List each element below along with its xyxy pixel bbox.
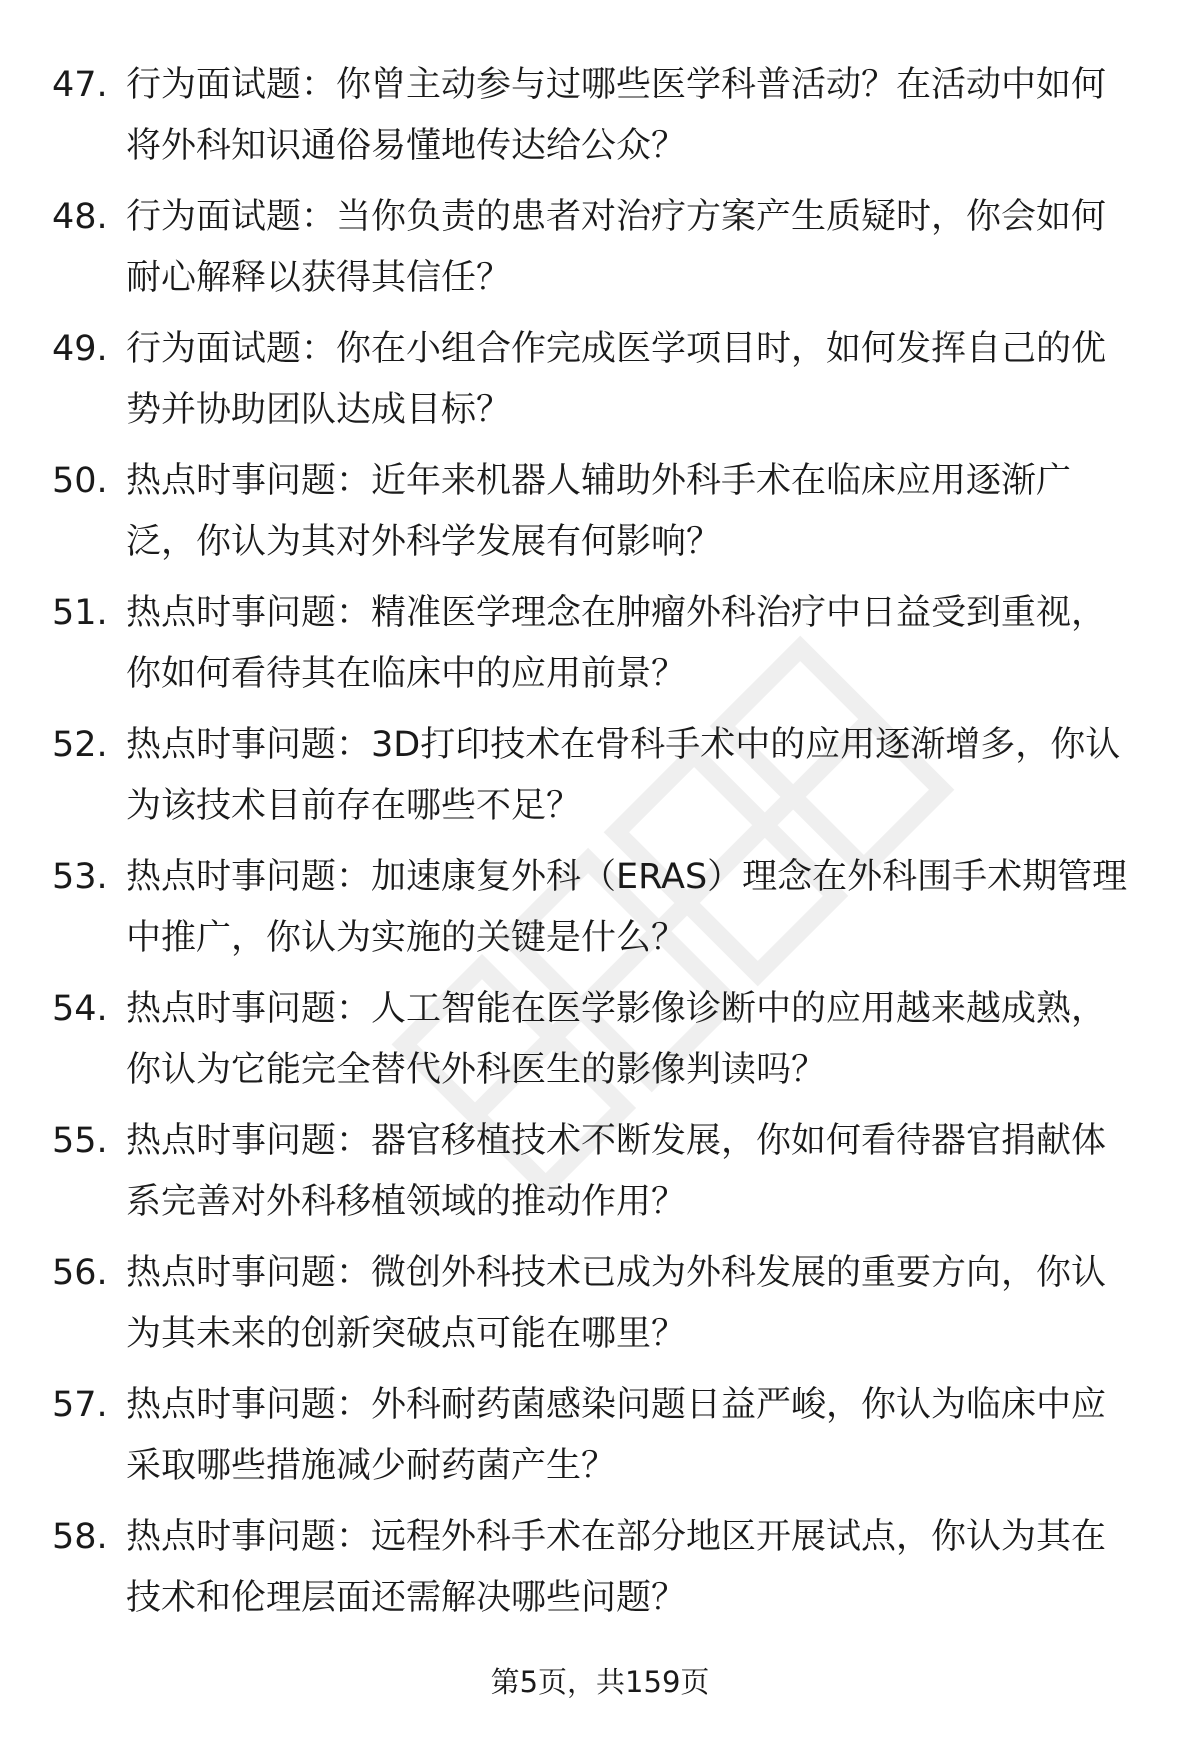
question-line: 耐心解释以获得其信任？ xyxy=(126,258,512,298)
question-line: 你认为它能完全替代外科医生的影像判读吗？ xyxy=(126,1050,827,1090)
question-text xyxy=(126,715,1166,837)
question-number: 47. xyxy=(52,65,108,105)
question-line: 将外科知识通俗易懂地传达给公众？ xyxy=(126,126,687,166)
question-item xyxy=(0,55,1200,187)
question-line: 为该技术目前存在哪些不足？ xyxy=(126,786,582,826)
question-item xyxy=(0,1111,1200,1243)
question-item xyxy=(0,583,1200,715)
question-item xyxy=(0,187,1200,319)
question-line: 行为面试题：你曾主动参与过哪些医学科普活动？在活动中如何 xyxy=(126,65,1107,105)
question-number: 56. xyxy=(52,1253,108,1293)
question-line: 系完善对外科移植领域的推动作用？ xyxy=(126,1182,687,1222)
question-text xyxy=(126,1243,1166,1365)
question-line: 热点时事问题：微创外科技术已成为外科发展的重要方向，你认 xyxy=(126,1253,1107,1293)
question-text xyxy=(126,1375,1166,1497)
question-line: 行为面试题：你在小组合作完成医学项目时，如何发挥自己的优 xyxy=(126,329,1107,369)
question-item xyxy=(0,1243,1200,1375)
question-line: 泛，你认为其对外科学发展有何影响？ xyxy=(126,522,722,562)
question-text xyxy=(126,1507,1166,1629)
question-item xyxy=(0,451,1200,583)
question-number: 49. xyxy=(52,329,108,369)
question-text xyxy=(126,583,1166,705)
question-line: 采取哪些措施减少耐药菌产生？ xyxy=(126,1446,617,1486)
question-line: 热点时事问题：加速康复外科（ERAS）理念在外科围手术期管理 xyxy=(126,857,1128,897)
question-line: 热点时事问题：近年来机器人辅助外科手术在临床应用逐渐广 xyxy=(126,461,1072,501)
question-number: 54. xyxy=(52,989,108,1029)
question-text xyxy=(126,1111,1166,1233)
question-text xyxy=(126,319,1166,441)
question-number: 58. xyxy=(52,1517,108,1557)
question-list xyxy=(0,55,1200,1639)
question-item xyxy=(0,715,1200,847)
question-line: 势并协助团队达成目标？ xyxy=(126,390,512,430)
question-text xyxy=(126,55,1166,177)
question-text xyxy=(126,187,1166,309)
question-item xyxy=(0,1375,1200,1507)
question-line: 热点时事问题：外科耐药菌感染问题日益严峻，你认为临床中应 xyxy=(126,1385,1107,1425)
question-line: 热点时事问题：器官移植技术不断发展，你如何看待器官捐献体 xyxy=(126,1121,1107,1161)
question-item xyxy=(0,847,1200,979)
question-item xyxy=(0,979,1200,1111)
question-number: 48. xyxy=(52,197,108,237)
question-line: 热点时事问题：3D打印技术在骨科手术中的应用逐渐增多，你认 xyxy=(126,725,1121,765)
question-text xyxy=(126,847,1166,969)
question-line: 技术和伦理层面还需解决哪些问题？ xyxy=(126,1578,687,1618)
question-line: 热点时事问题：人工智能在医学影像诊断中的应用越来越成熟， xyxy=(126,989,1107,1029)
question-line: 中推广，你认为实施的关键是什么？ xyxy=(126,918,687,958)
question-line: 为其未来的创新突破点可能在哪里？ xyxy=(126,1314,687,1354)
question-line: 热点时事问题：精准医学理念在肿瘤外科治疗中日益受到重视， xyxy=(126,593,1107,633)
question-item xyxy=(0,1507,1200,1639)
question-text xyxy=(126,979,1166,1101)
question-line: 你如何看待其在临床中的应用前景？ xyxy=(126,654,687,694)
question-number: 53. xyxy=(52,857,108,897)
question-number: 57. xyxy=(52,1385,108,1425)
question-number: 50. xyxy=(52,461,108,501)
question-number: 51. xyxy=(52,593,108,633)
question-number: 52. xyxy=(52,725,108,765)
question-line: 热点时事问题：远程外科手术在部分地区开展试点，你认为其在 xyxy=(126,1517,1107,1557)
page-indicator: 第5页，共159页 xyxy=(490,1665,710,1699)
question-item xyxy=(0,319,1200,451)
question-text xyxy=(126,451,1166,573)
question-line: 行为面试题：当你负责的患者对治疗方案产生质疑时，你会如何 xyxy=(126,197,1107,237)
question-number: 55. xyxy=(52,1121,108,1161)
